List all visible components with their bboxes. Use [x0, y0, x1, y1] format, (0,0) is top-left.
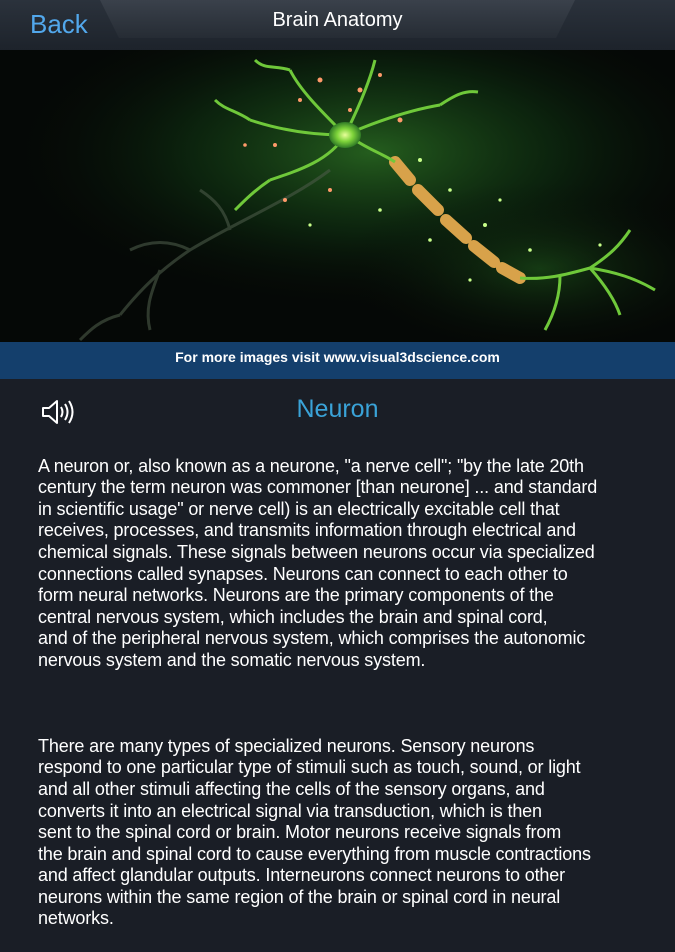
top-bar [0, 0, 675, 50]
back-button[interactable]: Back [30, 9, 88, 39]
paragraph-2: There are many types of specialized neurons. Sensory neurons respond to one particular type of stimuli such as touch, sound, or light and all other stimuli affecting the cells of the sensory organs, and converts it into an electrical signal via transduction, which is then sent to the spinal cord or brain. Motor neurons receive signals from the brain and spinal cord to cause everything from muscle contractions and affect glandular outputs. Interneurons connect neurons to other neurons within the same region of the brain or spinal cord in neural networks. [38, 735, 591, 929]
article-heading: Neuron [296, 395, 379, 423]
source-banner [0, 342, 675, 379]
banner-text: For more images visit www.visual3dscience.com [175, 349, 500, 365]
paragraph-1: A neuron or, also known as a neurone, "a nerve cell"; "by the late 20th century the term neuron was commoner [than neurone] ... and standard in scientific usage" or nerve cell) is an electrically excitable cell that receives, processes, and transmits information through electrical and chemical signals. These signals between neurons occur via specialized connections called synapses. Neurons can connect to each other to form neural networks. Neurons are the primary components of the central nervous system, which includes the brain and spinal cord, and of the peripheral nervous system, which comprises the autonomic nervous system and the somatic nervous system. [38, 455, 598, 670]
neuron-image [0, 50, 675, 342]
page-title: Brain Anatomy [272, 9, 403, 31]
article-body [38, 434, 660, 952]
